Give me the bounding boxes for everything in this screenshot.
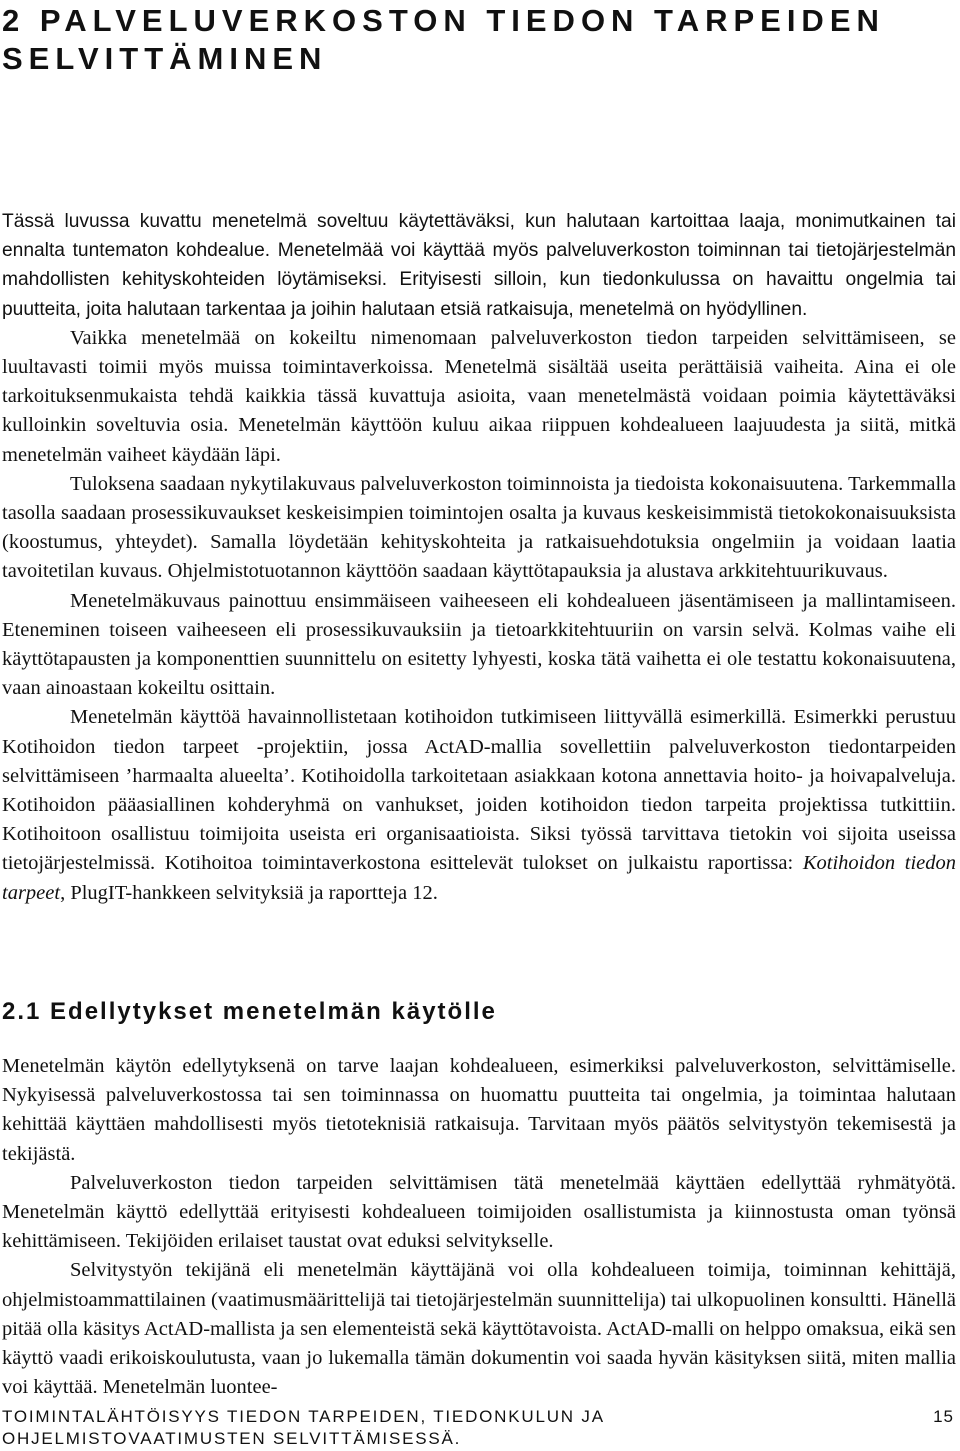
paragraph-example [2,703,956,907]
paragraph-prerequisites: Menetelmän käytön edellytyksenä on tarve laajan kohdealueen, esimerkiksi palveluverkoston, selvittämiselle. Nykyisessä palveluverkostossa tai sen toiminnassa on huomattu puutteita tai ongelmia, ja toimintaa halutaan kehittää käyttäen mahdollisesti myös tietoteknisiä ratkaisuja. Tarvitaan myös päätös selvitystyön tekemisestä ja tekijästä. [2,1055,956,1165]
chapter-intro-body [2,207,956,908]
paragraph-teamwork: Palveluverkoston tiedon tarpeiden selvittämisen tätä menetelmää käyttäen edellyttää ryhmätyötä. Menetelmän käyttö edellyttää erityisesti kohdealueen toimijoiden osallistumista ja kiinnostusta oman työnsä kehittämiseen. Tekijöiden erilaiset taustat ovat eduksi selvitykselle. [2,1171,956,1253]
paragraph-method-focus: Menetelmäkuvaus painottuu ensimmäiseen vaiheeseen eli kohdealueen jäsentämiseen ja mallintamiseen. Eteneminen toiseen vaiheeseen eli prosessikuvauksiin ja tietoarkkitehtuuriin on varsin selvä. Kolmas vaihe eli käyttötapausten ja komponenttien suunnittelu on esitetty lyhyesti, koska tätä vaihetta ei ole testattu kokonaisuutena, vaan ainoastaan kokeiltu osittain. [2,589,956,700]
example-text: Menetelmän käyttöä havainnollistetaan kotihoidon tutkimiseen liittyvällä esimerkillä. Esimerkki perustuu Kotihoidon tiedon tarpeet -projektiin, jossa ActAD-mallia sovellettiin palveluverkoston tiedontarpeiden selvittämiseen ’harmaalta alueelta’. Kotihoidolla tarkoitetaan asiakkaan kotona annettavia hoito- ja hoivapalveluja. Kotihoidon pääasiallinen kohderyhmä on vanhukset, joiden kotihoidon tiedon tarpeita projektissa tutkittiin. Kotihoitoon osallistuu toimijoita useista eri organisaatioista. Siksi työssä tarvittava tietokin voi sijoita useissa tietojärjestelmissä. Kotihoitoa toimintaverkostona esittelevät tulokset on julkaistu raportissa: [2,706,956,875]
paragraph-results: Tuloksena saadaan nykytilakuvaus palveluverkoston toiminnoista ja tiedoista kokonaisuutena. Tarkemmalla tasolla saadaan prosessikuvaukset keskeisimpien toimintojen osalta ja kuvaus keskeisimmistä tietokokonaisuuksista (koostumus, yhteydet). Samalla löydetään kehityskohteita ja ratkaisuehdotuksia ongelmiin ja voidaan laatia tavoitetilan kuvaus. Ohjelmistotuotannon käyttöön saadaan käyttötapauksia ja alustava arkkitehtuurikuvaus. [2,472,956,583]
paragraph-method-user: Selvitystyön tekijänä eli menetelmän käyttäjänä voi olla kohdealueen toimija, toiminnan kehittäjä, ohjelmistoammattilainen (vaatimusmäärittelijä tai tietojärjestelmän suunnittelija) tai ulkopuolinen konsultti. Hänellä pitää olla käsitys ActAD-mallista ja sen elementeistä sekä käyttötavoista. ActAD-malli on helppo omaksua, eikä sen käyttö vaadi erikoiskoulutusta, vaan jo lukemalla tämän dokumentin voi saada hyvän käsityksen siitä, miten mallia voi käyttää. Menetelmän luontee- [2,1259,956,1399]
example-text-end: , PlugIT-hankkeen selvityksiä ja raportteja 12. [60,881,438,904]
section-heading: 2.1 Edellytykset menetelmän käytölle [2,998,497,1025]
page-footer [2,1406,956,1450]
section-body [2,1052,956,1402]
footer-title: TOIMINTALÄHTÖISYYS TIEDON TARPEIDEN, TIEDONKULUN JA OHJELMISTOVAATIMUSTEN SELVITTÄMISESSÄ. [2,1407,604,1448]
intro-paragraph: Tässä luvussa kuvattu menetelmä soveltuu käytettäväksi, kun halutaan kartoittaa laaja, monimutkainen tai ennalta tuntematon kohdealue. Menetelmää voi käyttää myös palveluverkoston toiminnan tai tietojärjestelmän mahdollisten kehityskohteiden löytämiseksi. Erityisesti silloin, kun tiedonkulussa on havaittu ongelmia tai puutteita, joita halutaan tarkentaa ja joihin halutaan etsiä ratkaisuja, menetelmä on hyödyllinen. [2,211,956,320]
page-number: 15 [933,1407,954,1426]
report-title: Kotihoidon tiedon tarpeet [2,852,956,904]
paragraph-method-scope: Vaikka menetelmää on kokeiltu nimenomaan palveluverkoston tiedon tarpeiden selvittämiseen, se luultavasti toimii myös muissa toimintaverkoissa. Menetelmä sisältää useita perättäisiä vaiheita. Aina ei ole tarkoituksenmukaista tehdä kaikkia tässä kuvattuja asioita, vaan menetelmästä voidaan poimia käytettäväksi kulloinkin soveltuvia osia. Menetelmän käyttöön kuluu aikaa riippuen kohdealueen laajuudesta ja siitä, mitkä menetelmän vaiheet käydään läpi. [2,326,956,466]
chapter-heading: 2 PALVELUVERKOSTON TIEDON TARPEIDEN SELVITTÄMINEN [2,3,885,76]
